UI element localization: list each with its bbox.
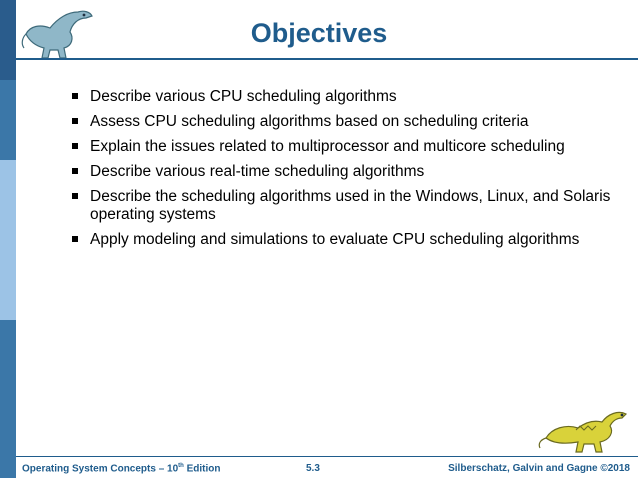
list-item-text: Assess CPU scheduling algorithms based on scheduling criteria [90, 113, 529, 130]
list-item-text: Explain the issues related to multiprocessor and multicore scheduling [90, 138, 565, 155]
square-bullet-icon [72, 236, 78, 242]
book-title-superscript: th [178, 463, 184, 469]
list-item-text: Describe various CPU scheduling algorithms [90, 88, 397, 105]
book-title-prefix: Operating System Concepts – 10 [22, 463, 179, 475]
list-item-text: Apply modeling and simulations to evaluate CPU scheduling algorithms [90, 231, 580, 248]
copyright: Silberschatz, Galvin and Gagne ©2018 [448, 463, 630, 474]
list-item [72, 231, 612, 249]
list-item [72, 138, 612, 156]
list-item [72, 188, 612, 224]
list-item-text: Describe various real-time scheduling algorithms [90, 163, 425, 180]
list-item [72, 163, 612, 181]
objectives-list [72, 88, 612, 256]
square-bullet-icon [72, 193, 78, 199]
book-title-suffix: Edition [183, 463, 221, 475]
list-item [72, 113, 612, 131]
title-underline [16, 58, 638, 60]
square-bullet-icon [72, 93, 78, 99]
list-item-text: Describe the scheduling algorithms used in the Windows, Linux, and Solaris operating systems [90, 188, 611, 223]
square-bullet-icon [72, 118, 78, 124]
footer-rule [16, 456, 638, 457]
footer-book-title [22, 463, 221, 474]
dinosaur-icon [536, 404, 632, 456]
list-item [72, 88, 612, 106]
slide-title: Objectives [250, 18, 388, 48]
page-number: 5.3 [306, 463, 320, 474]
square-bullet-icon [72, 168, 78, 174]
square-bullet-icon [72, 143, 78, 149]
left-strip-light-band [0, 160, 16, 320]
